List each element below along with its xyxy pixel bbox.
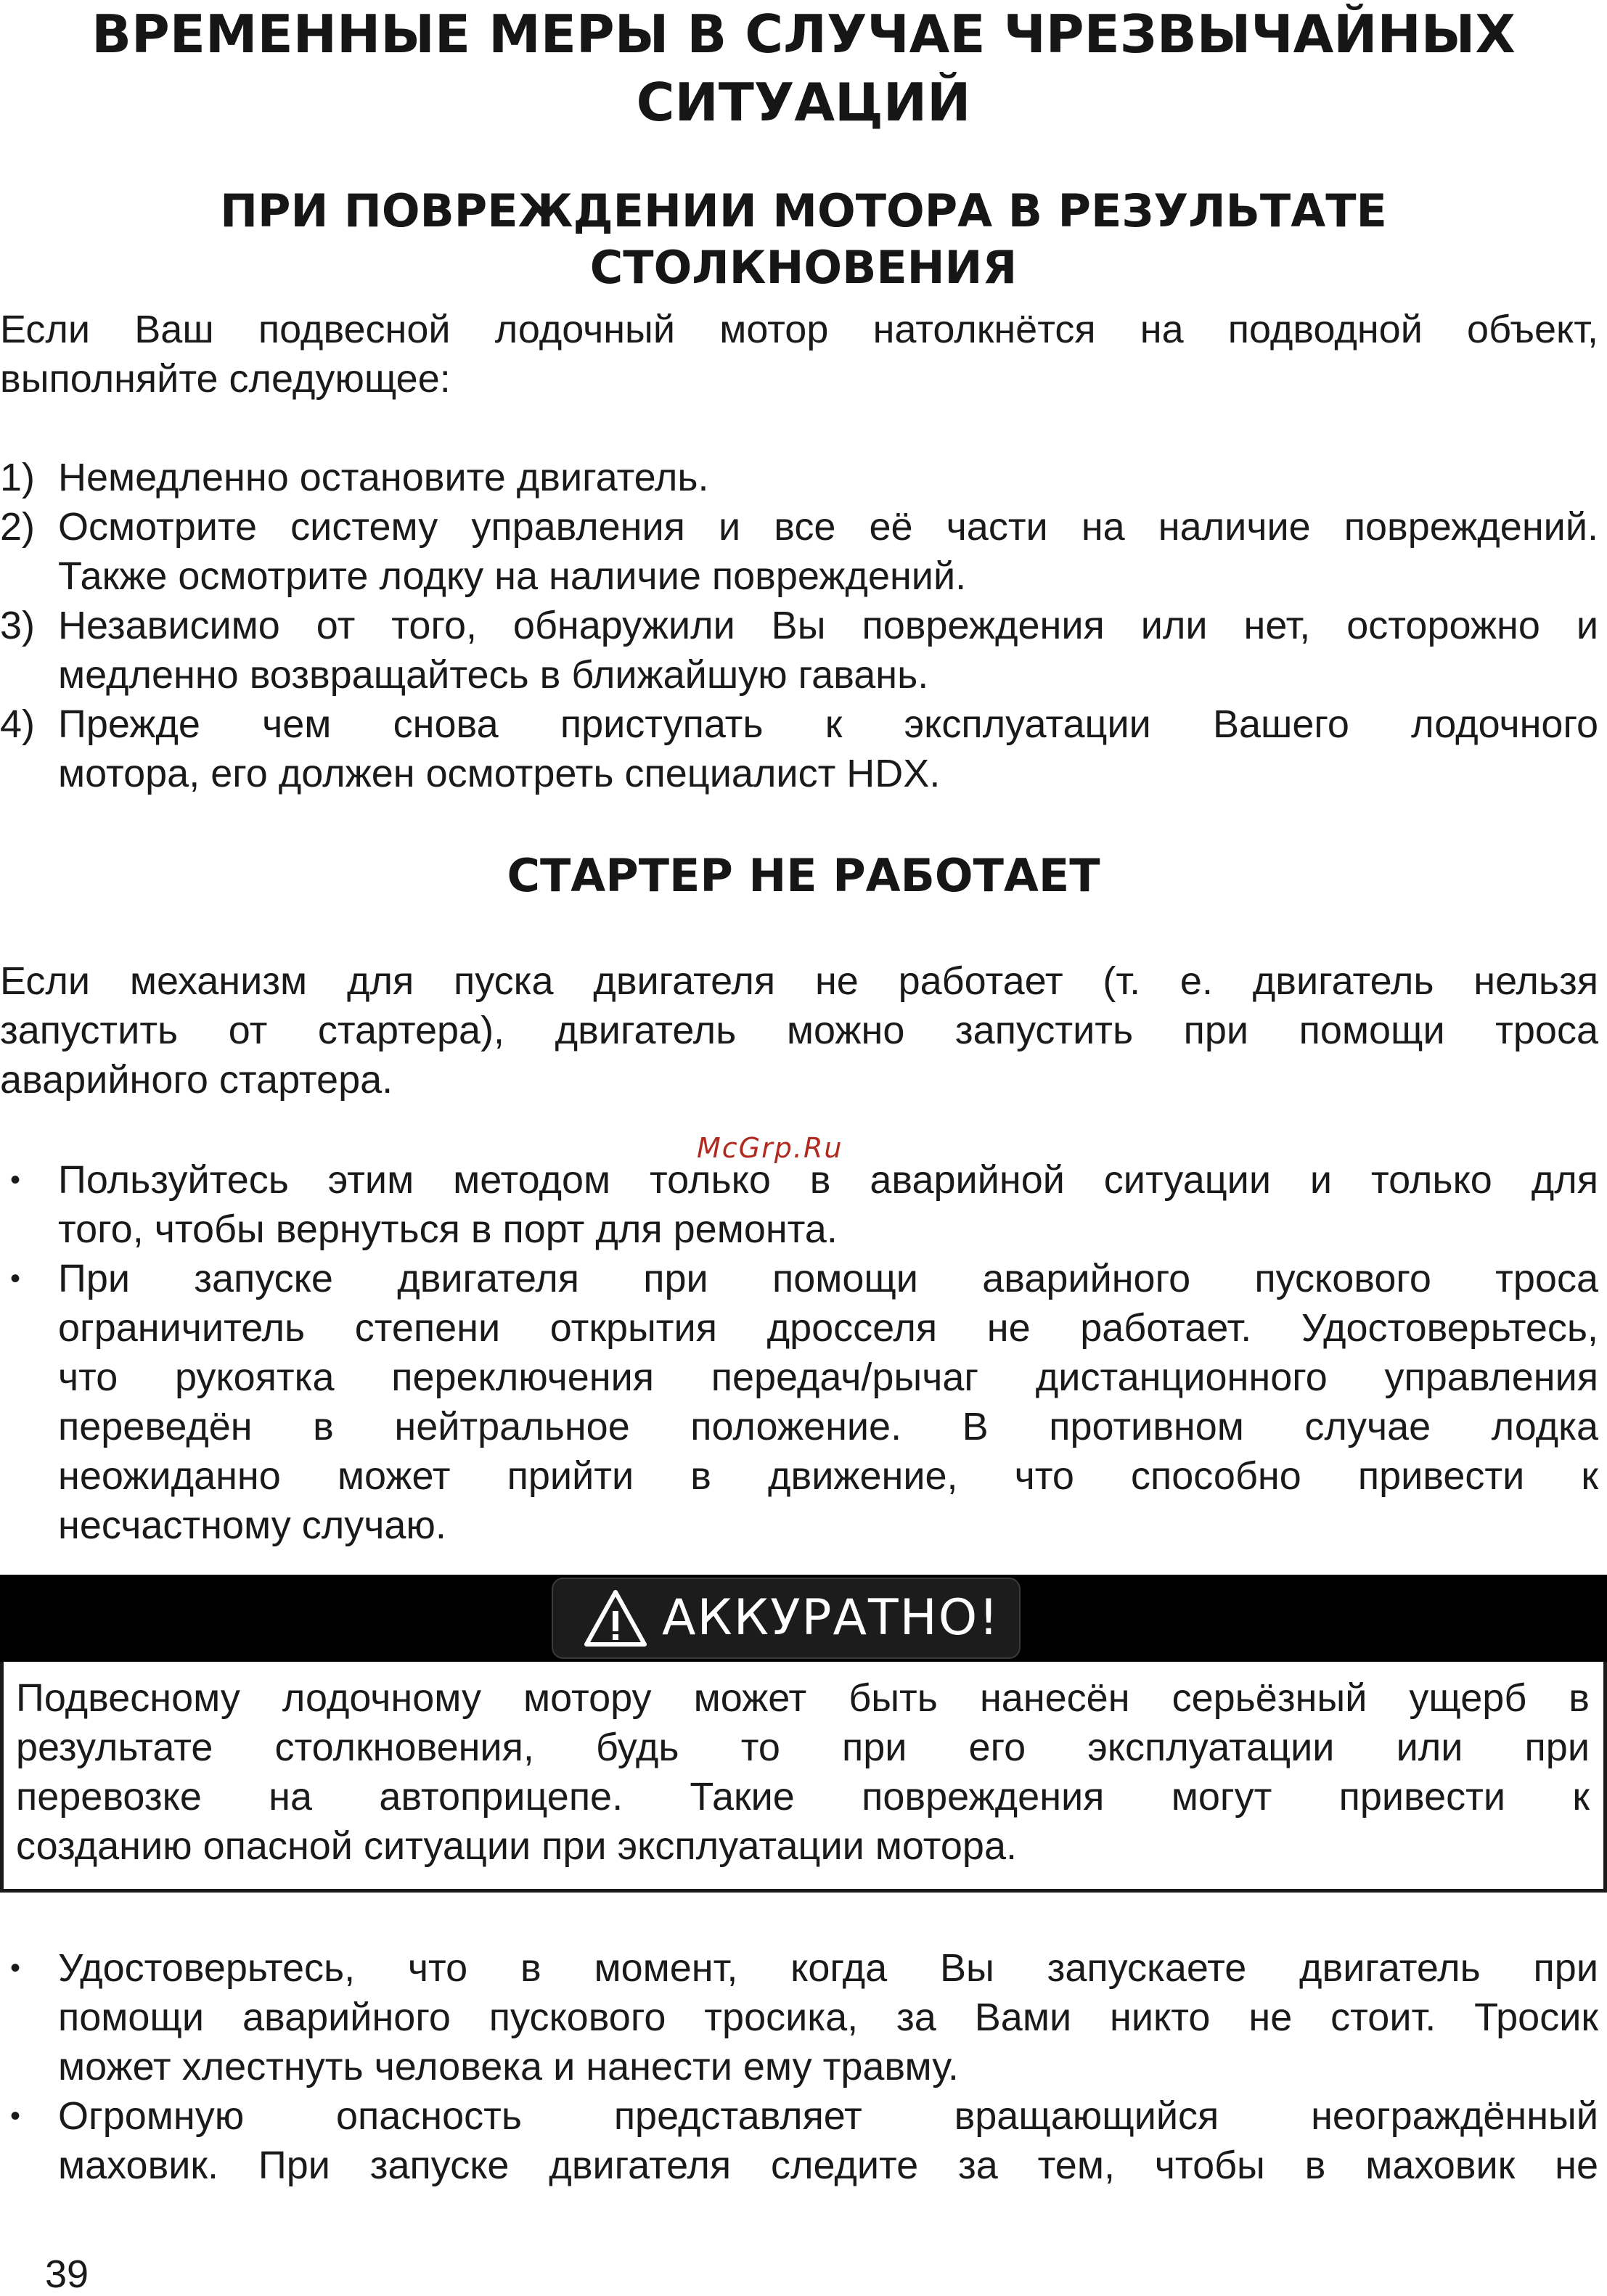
watermark-text: McGrp.Ru: [697, 1132, 843, 1164]
step-text-line: медленно возвращайтесь в ближайшую гавань.: [58, 653, 929, 697]
bullet-marker: •: [10, 2100, 21, 2132]
caution-label-badge: [552, 1578, 1021, 1659]
caution-text: [16, 1673, 1590, 1871]
step-number: 2): [0, 505, 36, 549]
bullet-text-line: Удостоверьтесь, что в момент, когда Вы запускаете двигатель при: [58, 1946, 1598, 1990]
caution-text-line: Подвесному лодочному мотору может быть нанесён серьёзный ущерб в: [16, 1676, 1590, 1720]
paragraph-line: Если механизм для пуска двигателя не работает (т. е. двигатель нельзя: [0, 959, 1598, 1003]
bullet-text-line: того, чтобы вернуться в порт для ремонта.: [58, 1208, 838, 1251]
step-text-line: Осмотрите систему управления и все её части на наличие повреждений.: [58, 505, 1598, 549]
starter-intro-paragraph: [0, 956, 1598, 1104]
bullet-marker: •: [10, 1263, 21, 1295]
bullet-text-line: может хлестнуть человека и нанести ему травму.: [58, 2045, 959, 2088]
step-text-line: мотора, его должен осмотреть специалист HDX.: [58, 752, 941, 795]
step-text-line: Также осмотрите лодку на наличие повреждений.: [58, 554, 967, 598]
paragraph-line: выполняйте следующее:: [0, 357, 451, 401]
bullet-text-line: переведён в нейтральное положение. В противном случае лодка: [58, 1405, 1598, 1448]
warning-triangle-icon: [584, 1588, 647, 1649]
section-heading-starter: СТАРТЕР НЕ РАБОТАЕТ: [507, 849, 1100, 902]
caution-label: АККУРАТНО!: [662, 1589, 1000, 1647]
step-text-line: Независимо от того, обнаружили Вы повреждения или нет, осторожно и: [58, 604, 1598, 647]
caution-text-line: созданию опасной ситуации при эксплуатации мотора.: [16, 1824, 1017, 1868]
paragraph-line: запустить от стартера), двигатель можно запустить при помощи троса: [0, 1009, 1598, 1052]
bullet-marker: •: [10, 1952, 21, 1984]
bullet-text-line: При запуске двигателя при помощи аварийного пускового троса: [58, 1257, 1598, 1300]
bullet-marker: •: [10, 1164, 21, 1196]
page-title-line: ВРЕМЕННЫЕ МЕРЫ В СЛУЧАЕ ЧРЕЗВЫЧАЙНЫХ: [91, 4, 1516, 65]
page-title: [0, 0, 1607, 136]
bullet-text-line: помощи аварийного пускового тросика, за Вами никто не стоит. Тросик: [58, 1996, 1598, 2039]
step-text-line: Немедленно остановите двигатель.: [58, 456, 709, 499]
step-text-line: Прежде чем снова приступать к эксплуатации Вашего лодочного: [58, 702, 1598, 746]
section-heading-line: СТОЛКНОВЕНИЯ: [589, 241, 1018, 294]
step-number: 1): [0, 456, 36, 499]
caution-text-line: перевозке на автоприцепе. Такие повреждения могут привести к: [16, 1775, 1590, 1819]
bullet-text-line: что рукоятка переключения передач/рычаг дистанционного управления: [58, 1356, 1598, 1399]
collision-intro-paragraph: [0, 305, 1598, 403]
bullet-text-line: неожиданно может прийти в движение, что способно привести к: [58, 1454, 1598, 1498]
step-number: 4): [0, 702, 36, 746]
section-heading-collision: [0, 183, 1607, 296]
page-number: 39: [45, 2252, 89, 2296]
bullet-text-line: ограничитель степени открытия дросселя не работает. Удостоверьтесь,: [58, 1306, 1598, 1350]
bullet-text-line: маховик. При запуске двигателя следите за тем, чтобы в маховик не: [58, 2144, 1598, 2187]
caution-text-line: результате столкновения, будь то при его эксплуатации или при: [16, 1726, 1590, 1769]
page-title-line: СИТУАЦИЙ: [636, 72, 971, 133]
bullet-text-line: несчастному случаю.: [58, 1504, 446, 1547]
section-heading-line: ПРИ ПОВРЕЖДЕНИИ МОТОРА В РЕЗУЛЬТАТЕ: [220, 184, 1387, 237]
paragraph-line: Если Ваш подвесной лодочный мотор натолкнётся на подводной объект,: [0, 308, 1598, 351]
paragraph-line: аварийного стартера.: [0, 1058, 393, 1102]
bullet-text-line: Пользуйтесь этим методом только в аварийной ситуации и только для: [58, 1158, 1598, 1202]
step-number: 3): [0, 604, 36, 647]
bullet-text-line: Огромную опасность представляет вращающийся неограждённый: [58, 2094, 1598, 2138]
